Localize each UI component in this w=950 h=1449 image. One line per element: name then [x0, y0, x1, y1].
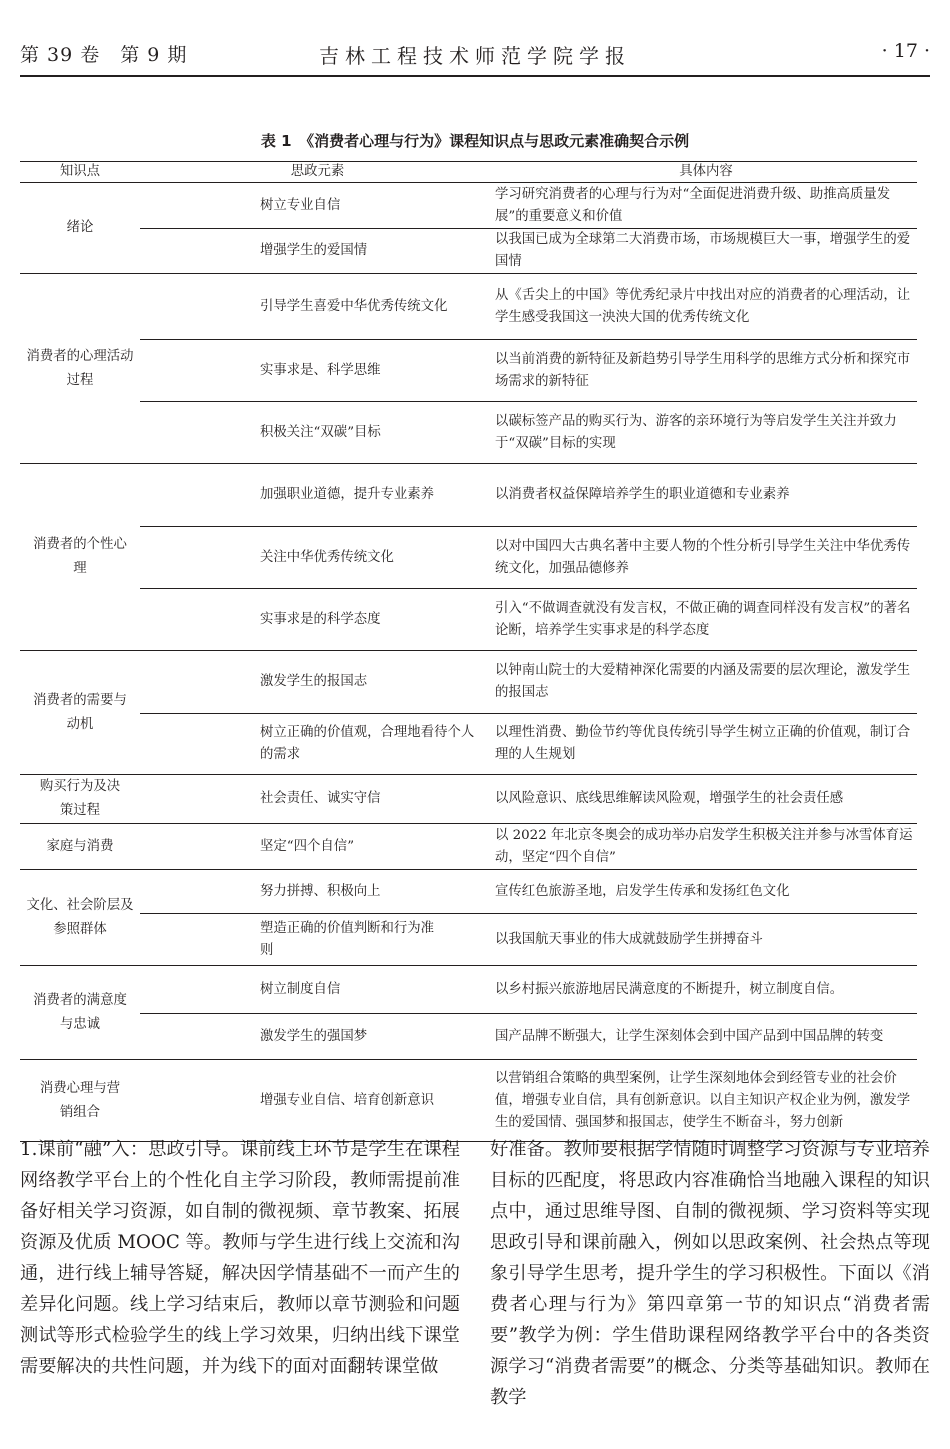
- table-element-cell: 积极关注“双碳”目标: [140, 402, 495, 464]
- table-topic-cell: 家庭与消费: [20, 824, 140, 870]
- table-topic-cell: 消费者的满意度与忠诚: [20, 966, 140, 1060]
- table-topic-cell: 消费者的个性心理: [20, 464, 140, 651]
- table-element-cell: 社会责任、诚实守信: [140, 775, 495, 824]
- table-content-cell: 国产品牌不断强大，让学生深刻体会到中国产品到中国品牌的转变: [495, 1014, 917, 1060]
- table-content-cell: 以理性消费、勤俭节约等优良传统引导学生树立正确的价值观，制订合理的人生规划: [495, 714, 917, 775]
- table-topic-cell: 消费心理与营销组合: [20, 1060, 140, 1142]
- table-element-cell: 激发学生的报国志: [140, 651, 495, 714]
- journal-title: 吉林工程技术师范学院学报: [319, 44, 631, 68]
- table-content-cell: 以消费者权益保障培养学生的职业道德和专业素养: [495, 464, 917, 527]
- table-element-cell: 坚定“四个自信”: [140, 824, 495, 870]
- table-content-cell: 以风险意识、底线思维解读风险观，增强学生的社会责任感: [495, 775, 917, 824]
- table-topic-cell: 绪论: [20, 183, 140, 274]
- table-element-cell: 激发学生的强国梦: [140, 1014, 495, 1060]
- table-element-cell: 实事求是、科学思维: [140, 340, 495, 402]
- table-element-cell: 实事求是的科学态度: [140, 589, 495, 651]
- knowledge-table: [20, 161, 917, 1142]
- body-column-left: 1.课前“融”入：思政引导。课前线上环节是学生在课程网络教学平台上的个性化自主学习阶段，教师需提前准备好相关学习资源，如自制的微视频、章节教案、拓展资源及优质 MOOC 等。教师与学生进行线上交流和沟通，进行线上辅导答疑，解决因学情基础不一而产生的差异化问题。线上学习结束后，教师以章节测验和问题测试等形式检验学生的线上学习效果，归纳出线下课堂需要解决的共性问题，并为线下的面对面翻转课堂做: [20, 1139, 460, 1377]
- table-element-cell: 树立正确的价值观，合理地看待个人的需求: [140, 714, 495, 775]
- table-element-cell: 树立专业自信: [140, 183, 495, 229]
- table-content-cell: 以 2022 年北京冬奥会的成功举办启发学生积极关注并参与冰雪体育运动，坚定“四个自信”: [495, 824, 917, 870]
- table-content-cell: 以我国航天事业的伟大成就鼓励学生拼搏奋斗: [495, 914, 917, 966]
- table-content-cell: 宣传红色旅游圣地，启发学生传承和发扬红色文化: [495, 870, 917, 914]
- table-element-cell: 塑造正确的价值判断和行为准则: [140, 914, 495, 966]
- table-content-cell: 以钟南山院士的大爱精神深化需要的内涵及需要的层次理论，激发学生的报国志: [495, 651, 917, 714]
- table-content-cell: 以当前消费的新特征及新趋势引导学生用科学的思维方式分析和探究市场需求的新特征: [495, 340, 917, 402]
- table-element-cell: 关注中华优秀传统文化: [140, 527, 495, 589]
- table-topic-cell: 消费者的需要与动机: [20, 651, 140, 775]
- table-topic-cell: 购买行为及决策过程: [20, 775, 140, 824]
- table-caption: 表 1 《消费者心理与行为》课程知识点与思政元素准确契合示例: [260, 132, 690, 150]
- table-element-cell: 加强职业道德，提升专业素养: [140, 464, 495, 527]
- header-rule: [20, 75, 930, 77]
- column-header: 思政元素: [140, 162, 495, 183]
- table-content-cell: 以我国已成为全球第二大消费市场，市场规模巨大一事，增强学生的爱国情: [495, 229, 917, 274]
- table-topic-cell: 文化、社会阶层及参照群体: [20, 870, 140, 966]
- table-element-cell: 引导学生喜爱中华优秀传统文化: [140, 274, 495, 340]
- table-content-cell: 以碳标签产品的购买行为、游客的亲环境行为等启发学生关注并致力于“双碳”目标的实现: [495, 402, 917, 464]
- table-content-cell: 从《舌尖上的中国》等优秀纪录片中找出对应的消费者的心理活动，让学生感受我国这一泱泱大国的优秀传统文化: [495, 274, 917, 340]
- table-topic-cell: 消费者的心理活动过程: [20, 274, 140, 464]
- column-header: 知识点: [20, 162, 140, 183]
- page-number: · 17 ·: [881, 40, 930, 62]
- running-header: [20, 40, 930, 70]
- table-element-cell: 增强学生的爱国情: [140, 229, 495, 274]
- table-content-cell: 学习研究消费者的心理与行为对“全面促进消费升级、助推高质量发展”的重要意义和价值: [495, 183, 917, 229]
- table-content-cell: 以营销组合策略的典型案例，让学生深刻地体会到经管专业的社会价值，增强专业自信，具有创新意识。以自主知识产权企业为例，激发学生的爱国情、强国梦和报国志，使学生不断奋斗，努力创新: [495, 1060, 917, 1142]
- table-content-cell: 引入“不做调查就没有发言权，不做正确的调查同样没有发言权”的著名论断，培养学生实事求是的科学态度: [495, 589, 917, 651]
- body-column-right: 好准备。教师要根据学情随时调整学习资源与专业培养目标的匹配度，将思政内容准确恰当地融入课程的知识点中，通过思维导图、自制的微视频、学习资料等实现思政引导和课前融入，例如以思政案例、社会热点等现象引导学生思考，提升学生的学习积极性。下面以《消费者心理与行为》第四章第一节的知识点“消费者需要”教学为例：学生借助课程网络教学平台中的各类资源学习“消费者需要”的概念、分类等基础知识。教师在教学: [490, 1139, 930, 1408]
- table-element-cell: 努力拼搏、积极向上: [140, 870, 495, 914]
- table-element-cell: 树立制度自信: [140, 966, 495, 1014]
- table-content-cell: 以对中国四大古典名著中主要人物的个性分析引导学生关注中华优秀传统文化，加强品德修养: [495, 527, 917, 589]
- table-element-cell: 增强专业自信、培育创新意识: [140, 1060, 495, 1142]
- volume-issue: 第 39 卷 第 9 期: [20, 44, 188, 66]
- table-content-cell: 以乡村振兴旅游地居民满意度的不断提升，树立制度自信。: [495, 966, 917, 1014]
- column-header: 具体内容: [495, 162, 917, 183]
